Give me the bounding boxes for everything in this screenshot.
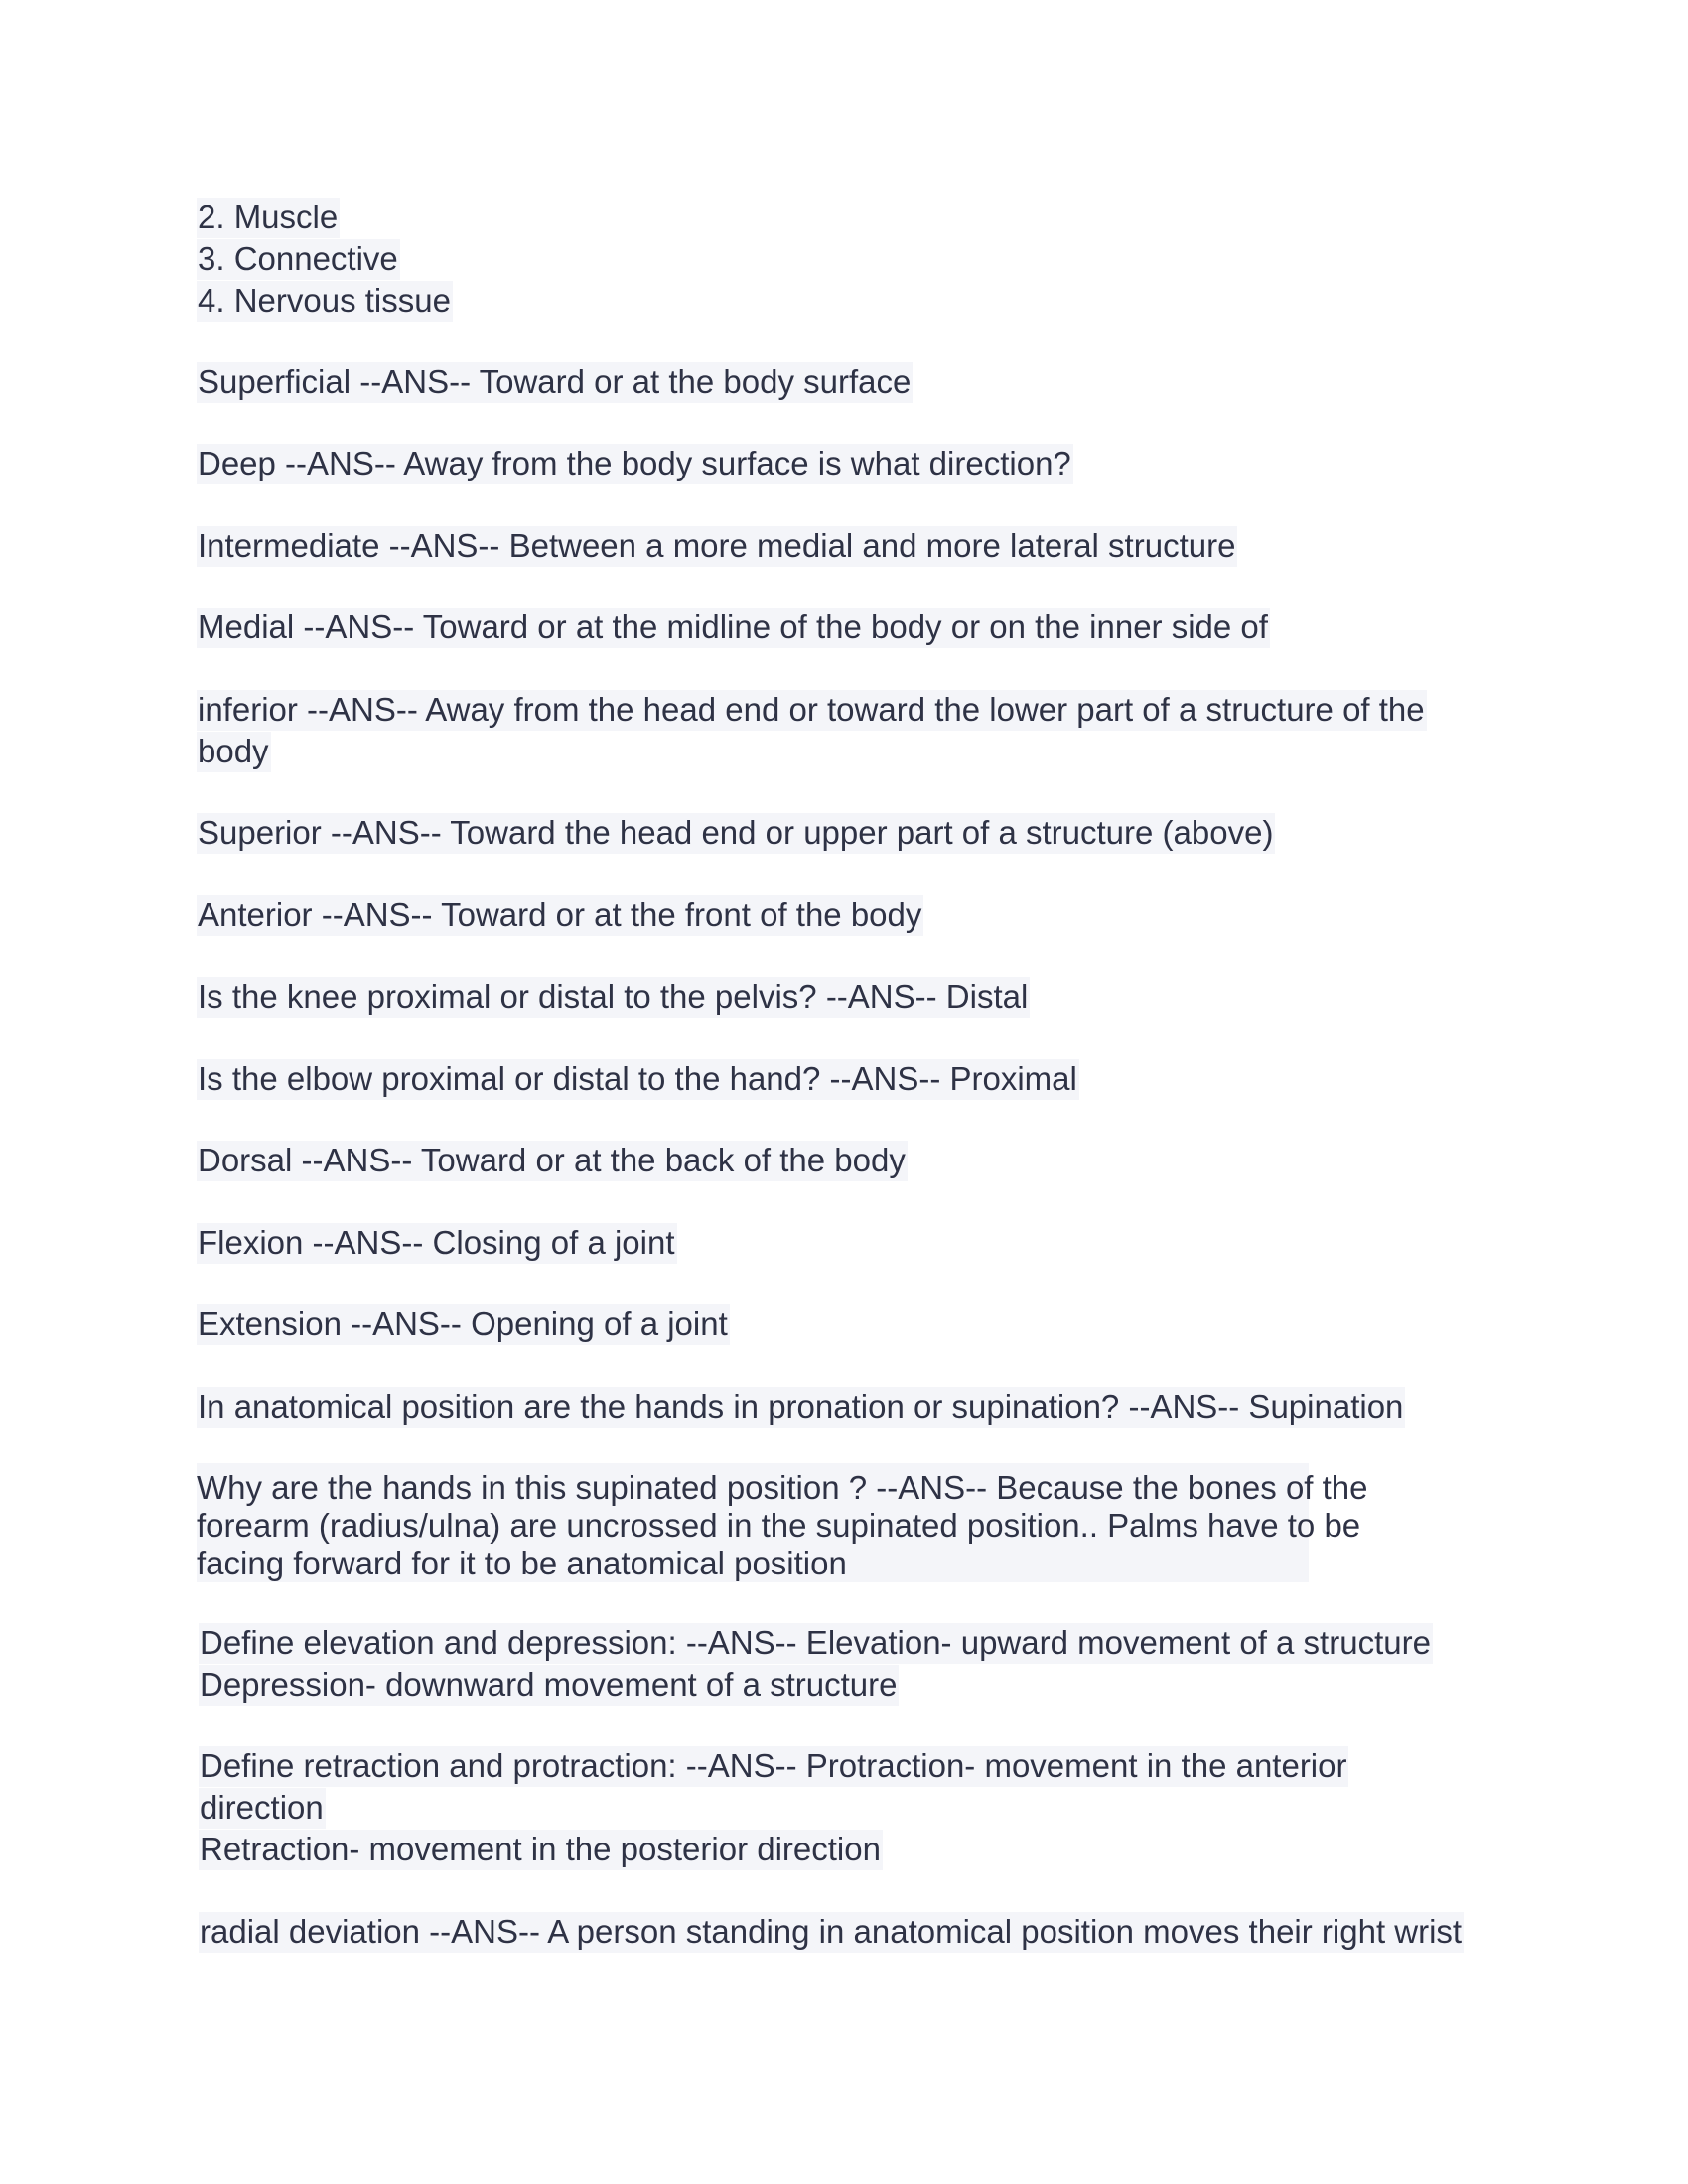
qa-protraction-line2: direction: [199, 1789, 326, 1827]
list-item-connective: 3. Connective: [197, 240, 400, 278]
qa-elevation-line1: Define elevation and depression: --ANS-- Elevation- upward movement of a structure: [199, 1624, 1433, 1662]
qa-extension: Extension --ANS-- Opening of a joint: [197, 1305, 730, 1343]
qa-superficial: Superficial --ANS-- Toward or at the body surface: [197, 363, 913, 401]
qa-radial-deviation: radial deviation --ANS-- A person standing in anatomical position moves their right wrist: [199, 1913, 1464, 1951]
qa-anatomical-position: In anatomical position are the hands in pronation or supination? --ANS-- Supination: [197, 1388, 1405, 1426]
list-item-nervous-tissue: 4. Nervous tissue: [197, 282, 453, 320]
qa-supinated-line2: forearm (radius/ulna) are uncrossed in the supinated position.. Palms have to be: [197, 1507, 1361, 1544]
qa-elbow: Is the elbow proximal or distal to the hand? --ANS-- Proximal: [197, 1060, 1079, 1098]
qa-supinated-line3: facing forward for it to be anatomical position: [197, 1545, 847, 1581]
qa-supinated-line1: Why are the hands in this supinated position ? --ANS-- Because the bones of the: [197, 1469, 1368, 1506]
qa-inferior-line1: inferior --ANS-- Away from the head end or toward the lower part of a structure of the: [197, 691, 1427, 729]
list-item-muscle: 2. Muscle: [197, 199, 340, 236]
qa-anterior: Anterior --ANS-- Toward or at the front of the body: [197, 896, 923, 934]
qa-intermediate: Intermediate --ANS-- Between a more medial and more lateral structure: [197, 527, 1237, 565]
qa-protraction-line3: Retraction- movement in the posterior direction: [199, 1831, 883, 1868]
qa-protraction-line1: Define retraction and protraction: --ANS-- Protraction- movement in the anterior: [199, 1747, 1348, 1785]
qa-inferior-line2: body: [197, 733, 271, 770]
qa-knee: Is the knee proximal or distal to the pelvis? --ANS-- Distal: [197, 978, 1030, 1016]
qa-flexion: Flexion --ANS-- Closing of a joint: [197, 1224, 677, 1262]
qa-dorsal: Dorsal --ANS-- Toward or at the back of the body: [197, 1142, 908, 1179]
qa-medial: Medial --ANS-- Toward or at the midline of the body or on the inner side of: [197, 609, 1270, 646]
qa-superior: Superior --ANS-- Toward the head end or upper part of a structure (above): [197, 814, 1275, 852]
qa-deep: Deep --ANS-- Away from the body surface is what direction?: [197, 445, 1073, 482]
qa-elevation-line2: Depression- downward movement of a structure: [199, 1666, 899, 1704]
